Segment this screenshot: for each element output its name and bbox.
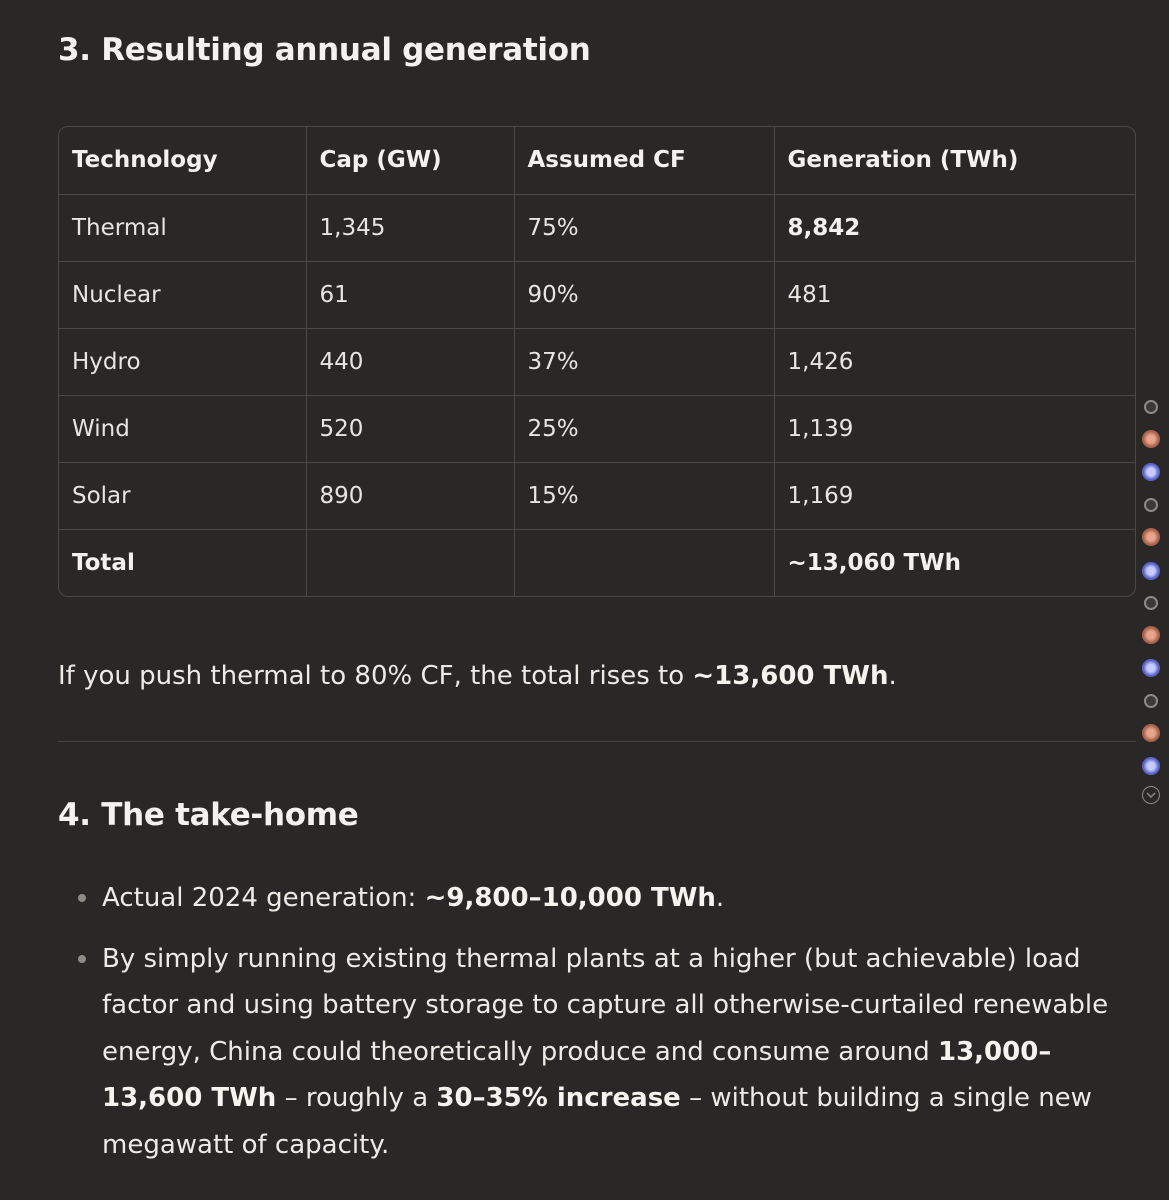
note-value: ~13,600 TWh	[692, 661, 889, 691]
table-cell: 1,169	[774, 462, 1135, 529]
table-cell: 90%	[514, 261, 774, 328]
table-cell: 440	[306, 328, 514, 395]
section-divider	[58, 741, 1136, 742]
list-item	[58, 875, 1136, 922]
table-cell: 890	[306, 462, 514, 529]
table-cell: Wind	[59, 395, 306, 462]
copper-avatar-icon[interactable]	[1142, 430, 1160, 448]
table-row	[59, 194, 1135, 261]
bullet-icon	[78, 894, 86, 902]
table-header-row	[59, 127, 1135, 194]
list-item-text: By simply running existing thermal plants at a higher (but achievable) load factor and using battery storage to capture all otherwise-curtailed renewable energy, China could theoretically produce and consume around	[102, 943, 1109, 1067]
note-suffix: .	[888, 661, 897, 691]
table-cell: Total	[59, 529, 306, 596]
table-cell: Nuclear	[59, 261, 306, 328]
table-cell: 1,139	[774, 395, 1135, 462]
takehome-list	[58, 875, 1136, 1182]
section-heading: 3. Resulting annual generation	[58, 32, 591, 68]
bullet-icon	[78, 955, 86, 963]
table-cell: 481	[774, 261, 1135, 328]
section-heading: 4. The take-home	[58, 797, 359, 833]
gray-avatar-icon[interactable]	[1144, 400, 1158, 414]
blue-avatar-icon[interactable]	[1142, 659, 1160, 677]
blue-avatar-icon[interactable]	[1142, 562, 1160, 580]
table-cell: Hydro	[59, 328, 306, 395]
table-cell	[306, 529, 514, 596]
table-cell: 8,842	[774, 194, 1135, 261]
table-cell: ~13,060 TWh	[787, 549, 961, 576]
blue-avatar-icon[interactable]	[1142, 757, 1160, 775]
list-item-text: – without building a single new megawatt of capacity.	[102, 1083, 1092, 1160]
table-cell: Thermal	[59, 194, 306, 261]
list-item-text: Actual 2024 generation:	[102, 883, 425, 913]
table-cell: 25%	[514, 395, 774, 462]
note-paragraph	[58, 661, 897, 691]
gray-avatar-icon[interactable]	[1144, 498, 1158, 512]
note-text: If you push thermal to 80% CF, the total rises to	[58, 661, 693, 691]
copper-avatar-icon[interactable]	[1142, 724, 1160, 742]
column-header-capacity: Cap (GW)	[306, 127, 514, 194]
copper-avatar-icon[interactable]	[1142, 528, 1160, 546]
table-cell: 520	[306, 395, 514, 462]
column-header-technology: Technology	[59, 127, 306, 194]
list-item-bold: 13,000–13,600 TWh	[102, 1036, 1052, 1113]
list-item-bold: 30–35% increase	[436, 1083, 681, 1113]
table-cell: 1,345	[306, 194, 514, 261]
table-cell	[514, 529, 774, 596]
table-total-row	[59, 529, 1135, 596]
gray-avatar-icon[interactable]	[1144, 694, 1158, 708]
table-row	[59, 328, 1135, 395]
table-cell: 75%	[514, 194, 774, 261]
table-cell: 1,426	[774, 328, 1135, 395]
blue-avatar-icon[interactable]	[1142, 463, 1160, 481]
list-item	[58, 936, 1136, 1169]
chevron-down-icon[interactable]	[1142, 786, 1160, 804]
list-item-text: – roughly a	[276, 1083, 437, 1113]
list-item-bold: ~9,800–10,000 TWh	[424, 883, 716, 913]
list-item-text: .	[715, 883, 725, 913]
table-cell: 61	[306, 261, 514, 328]
table-cell: 37%	[514, 328, 774, 395]
table-cell: Solar	[59, 462, 306, 529]
column-header-capacity-factor: Assumed CF	[514, 127, 774, 194]
table-cell: 15%	[514, 462, 774, 529]
generation-table	[58, 126, 1136, 597]
column-header-generation: Generation (TWh)	[774, 127, 1135, 194]
table-row	[59, 395, 1135, 462]
table-row	[59, 462, 1135, 529]
gray-avatar-icon[interactable]	[1144, 596, 1158, 610]
copper-avatar-icon[interactable]	[1142, 626, 1160, 644]
table-row	[59, 261, 1135, 328]
